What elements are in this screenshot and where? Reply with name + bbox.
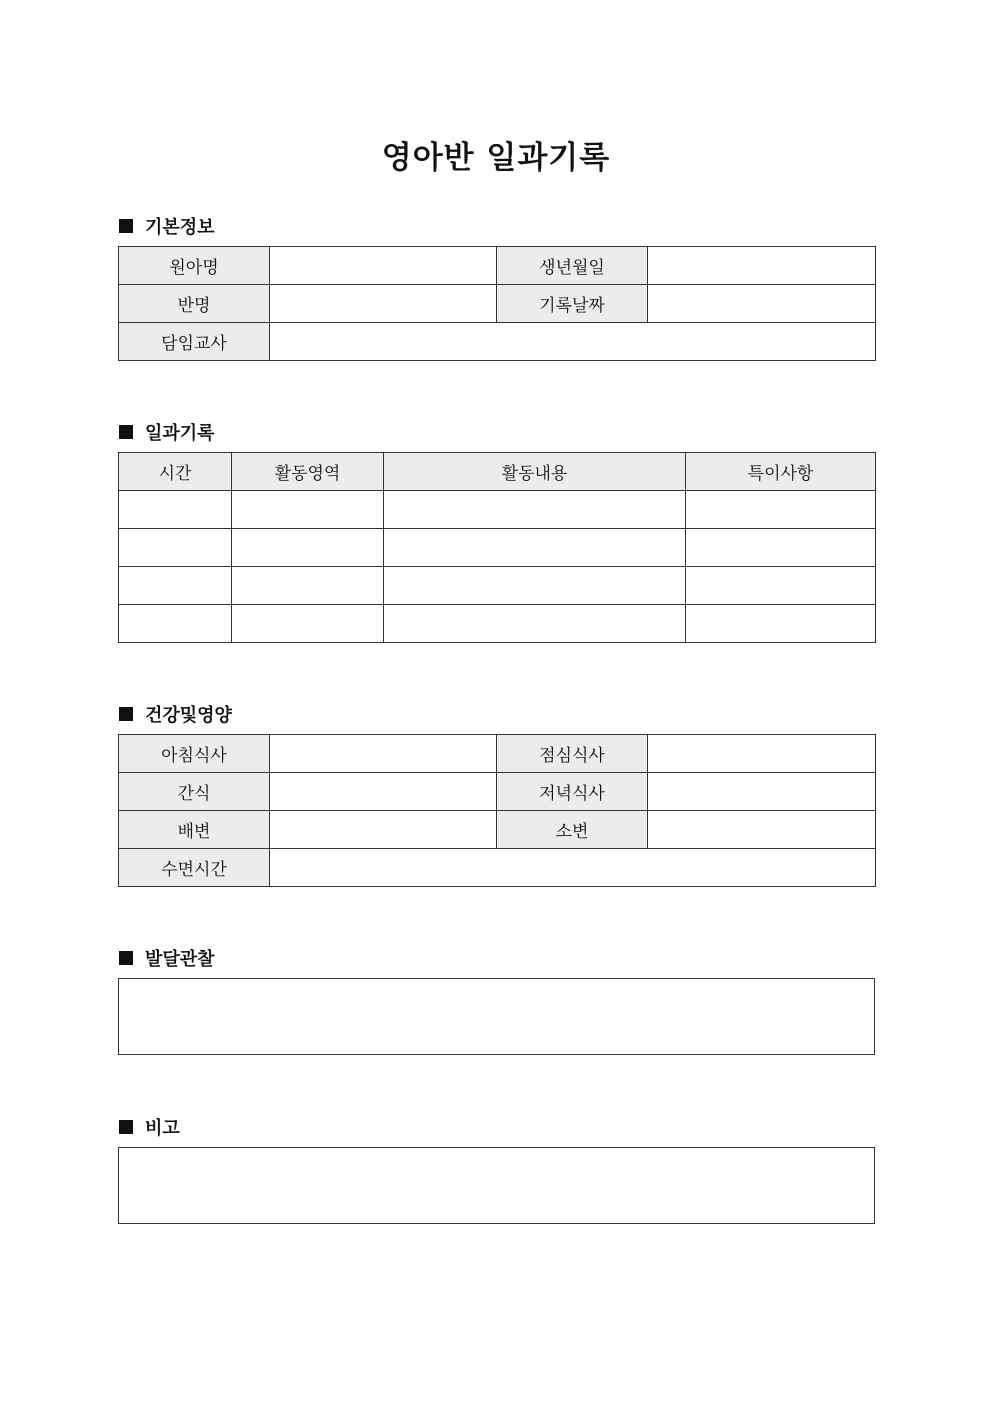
child-name-field[interactable] xyxy=(270,247,497,285)
record-date-field[interactable] xyxy=(648,285,876,323)
development-heading xyxy=(119,945,215,971)
lunch-label: 점심식사 xyxy=(497,735,648,773)
sleep-label: 수면시간 xyxy=(119,849,270,887)
activity-area-cell[interactable] xyxy=(232,529,384,567)
urine-field[interactable] xyxy=(648,811,876,849)
basic-info-heading-text: 기본정보 xyxy=(145,217,215,238)
page-title: 영아반 일과기록 xyxy=(381,140,611,176)
class-name-field[interactable] xyxy=(270,285,497,323)
table-row xyxy=(119,567,876,605)
notes-cell[interactable] xyxy=(686,605,876,643)
birth-date-label: 생년월일 xyxy=(497,247,648,285)
square-bullet-icon xyxy=(119,1120,133,1134)
remarks-heading xyxy=(119,1114,180,1140)
remarks-box[interactable] xyxy=(118,1147,875,1224)
activity-content-cell[interactable] xyxy=(384,491,686,529)
lunch-field[interactable] xyxy=(648,735,876,773)
notes-cell[interactable] xyxy=(686,567,876,605)
table-row xyxy=(119,323,876,361)
development-observation-box[interactable] xyxy=(118,978,875,1055)
time-cell[interactable] xyxy=(119,567,232,605)
column-header-activity-area: 활동영역 xyxy=(232,453,384,491)
activity-content-cell[interactable] xyxy=(384,567,686,605)
table-row xyxy=(119,491,876,529)
health-heading xyxy=(119,701,232,727)
table-row xyxy=(119,529,876,567)
square-bullet-icon xyxy=(119,219,133,233)
table-row xyxy=(119,605,876,643)
activity-area-cell[interactable] xyxy=(232,605,384,643)
activity-content-cell[interactable] xyxy=(384,529,686,567)
basic-info-table xyxy=(118,246,876,361)
basic-info-heading xyxy=(119,213,215,239)
remarks-heading-text: 비고 xyxy=(145,1118,180,1139)
activity-area-cell[interactable] xyxy=(232,567,384,605)
bowel-label: 배변 xyxy=(119,811,270,849)
snack-field[interactable] xyxy=(270,773,497,811)
table-row xyxy=(119,811,876,849)
record-date-label: 기록날짜 xyxy=(497,285,648,323)
notes-cell[interactable] xyxy=(686,491,876,529)
teacher-label: 담임교사 xyxy=(119,323,270,361)
dinner-label: 저녁식사 xyxy=(497,773,648,811)
daily-record-table xyxy=(118,452,876,643)
column-header-activity-content: 활동내용 xyxy=(384,453,686,491)
column-header-notes: 특이사항 xyxy=(686,453,876,491)
column-header-time: 시간 xyxy=(119,453,232,491)
square-bullet-icon xyxy=(119,951,133,965)
activity-content-cell[interactable] xyxy=(384,605,686,643)
table-row xyxy=(119,773,876,811)
dinner-field[interactable] xyxy=(648,773,876,811)
snack-label: 간식 xyxy=(119,773,270,811)
time-cell[interactable] xyxy=(119,529,232,567)
child-name-label: 원아명 xyxy=(119,247,270,285)
breakfast-field[interactable] xyxy=(270,735,497,773)
square-bullet-icon xyxy=(119,425,133,439)
class-name-label: 반명 xyxy=(119,285,270,323)
birth-date-field[interactable] xyxy=(648,247,876,285)
square-bullet-icon xyxy=(119,707,133,721)
daily-record-heading xyxy=(119,419,215,445)
health-table xyxy=(118,734,876,887)
bowel-field[interactable] xyxy=(270,811,497,849)
development-heading-text: 발달관찰 xyxy=(145,949,215,970)
table-header-row xyxy=(119,453,876,491)
sleep-field[interactable] xyxy=(270,849,876,887)
table-row xyxy=(119,285,876,323)
activity-area-cell[interactable] xyxy=(232,491,384,529)
table-row xyxy=(119,735,876,773)
urine-label: 소변 xyxy=(497,811,648,849)
table-row xyxy=(119,247,876,285)
table-row xyxy=(119,849,876,887)
time-cell[interactable] xyxy=(119,491,232,529)
health-heading-text: 건강및영양 xyxy=(145,705,232,726)
time-cell[interactable] xyxy=(119,605,232,643)
teacher-field[interactable] xyxy=(270,323,876,361)
daily-record-heading-text: 일과기록 xyxy=(145,423,215,444)
notes-cell[interactable] xyxy=(686,529,876,567)
breakfast-label: 아침식사 xyxy=(119,735,270,773)
